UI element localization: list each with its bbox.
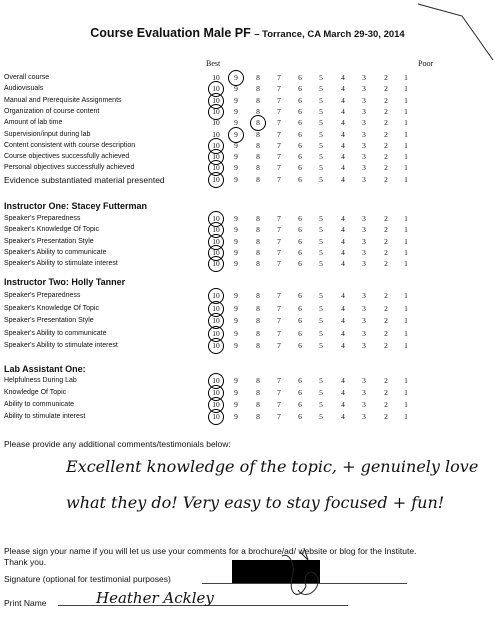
rating-row-label: Overall course	[4, 74, 50, 81]
rating-option[interactable]: 10	[212, 247, 220, 257]
rating-option[interactable]: 3	[362, 247, 366, 257]
rating-option[interactable]: 6	[298, 291, 302, 300]
rating-option[interactable]: 5	[319, 376, 323, 385]
rating-option[interactable]: 9	[234, 152, 238, 162]
rating-option[interactable]: 4	[341, 388, 345, 397]
rating-option[interactable]: 7	[277, 140, 281, 150]
rating-option[interactable]: 8	[256, 341, 260, 351]
rating-option[interactable]: 9	[234, 95, 238, 105]
rating-row-label: Helpfulness During Lab	[4, 377, 77, 384]
comment-handwriting-line1: Excellent knowledge of the topic, + genuinely love	[66, 457, 479, 476]
rating-option[interactable]: 3	[362, 163, 366, 173]
rating-option[interactable]: 4	[341, 152, 345, 162]
print-name-label: Print Name	[4, 598, 47, 608]
rating-option[interactable]: 10	[212, 303, 220, 313]
rating-option[interactable]: 9	[234, 163, 238, 173]
rating-option[interactable]: 1	[404, 95, 408, 105]
rating-option[interactable]: 4	[341, 174, 345, 184]
rating-option[interactable]: 8	[256, 259, 260, 269]
rating-option[interactable]: 5	[319, 291, 323, 300]
rating-row-label: Speaker's Ability to stimulate interest	[4, 260, 118, 268]
rating-option[interactable]: 1	[404, 163, 408, 173]
rating-option[interactable]: 6	[298, 400, 302, 409]
rating-row-label: Speaker's Knowledge Of Topic	[4, 226, 99, 234]
rating-option[interactable]: 1	[404, 225, 408, 235]
rating-option[interactable]: 8	[256, 106, 260, 116]
rating-option[interactable]: 1	[404, 106, 408, 116]
rating-option[interactable]: 7	[277, 118, 281, 128]
rating-option[interactable]: 9	[234, 84, 238, 94]
rating-option[interactable]: 6	[298, 303, 302, 313]
rating-option[interactable]: 2	[384, 328, 388, 338]
rating-option[interactable]: 10	[212, 140, 220, 150]
rating-row-label: Speaker's Preparedness	[4, 292, 81, 299]
rating-option[interactable]: 10	[212, 84, 220, 94]
rating-option[interactable]: 5	[319, 412, 323, 421]
rating-option[interactable]: 7	[277, 129, 281, 139]
rating-option[interactable]: 6	[298, 412, 302, 421]
rating-option[interactable]: 3	[362, 303, 366, 313]
rating-option[interactable]: 9	[234, 118, 238, 128]
rating-option[interactable]: 9	[234, 225, 238, 235]
rating-option[interactable]: 5	[319, 163, 323, 173]
rating-option[interactable]: 7	[277, 291, 281, 300]
rating-option[interactable]: 9	[234, 214, 238, 223]
rating-option[interactable]: 3	[362, 73, 366, 82]
rating-option[interactable]: 5	[319, 95, 323, 105]
rating-option[interactable]: 2	[384, 84, 388, 94]
scale-poor-label: Poor	[418, 59, 434, 68]
rating-option[interactable]: 3	[362, 291, 366, 300]
rating-row-label: Knowledge Of Topic	[4, 389, 67, 396]
rating-option[interactable]: 4	[341, 328, 345, 338]
rating-option[interactable]: 9	[234, 140, 238, 150]
rating-option[interactable]: 9	[234, 106, 238, 116]
rating-option[interactable]: 4	[341, 163, 345, 173]
rating-row-label: Amount of lab time	[4, 119, 63, 127]
rating-option[interactable]: 7	[277, 236, 281, 246]
rating-option[interactable]: 4	[341, 303, 345, 313]
rating-option[interactable]: 3	[362, 259, 366, 269]
rating-row-label: Speaker's Presentation Style	[4, 317, 94, 325]
rating-option[interactable]: 6	[298, 152, 302, 162]
rating-option[interactable]: 1	[404, 376, 408, 385]
rating-option[interactable]: 1	[404, 236, 408, 246]
rating-row-label: Ability to stimulate interest	[4, 413, 86, 420]
rating-option[interactable]: 10	[212, 129, 220, 139]
rating-option[interactable]: 5	[319, 152, 323, 162]
rating-option[interactable]: 9	[234, 328, 238, 338]
rating-option[interactable]: 9	[234, 247, 238, 257]
rating-option[interactable]: 5	[319, 236, 323, 246]
rating-option[interactable]: 1	[404, 259, 408, 269]
rating-option[interactable]: 1	[404, 214, 408, 223]
rating-row-label: Ability to communicate	[4, 401, 75, 408]
scale-best-label: Best	[206, 59, 221, 68]
rating-option[interactable]: 1	[404, 73, 408, 82]
rating-option[interactable]: 2	[384, 73, 388, 82]
rating-option[interactable]: 9	[234, 376, 238, 385]
rating-option[interactable]: 9	[234, 129, 238, 139]
rating-option[interactable]: 5	[319, 388, 323, 397]
rating-option[interactable]: 5	[319, 140, 323, 150]
rating-option[interactable]: 9	[234, 341, 238, 351]
rating-option[interactable]: 10	[212, 412, 220, 421]
rating-option[interactable]: 2	[384, 388, 388, 397]
rating-option[interactable]: 5	[319, 214, 323, 223]
rating-option[interactable]: 8	[256, 376, 260, 385]
rating-option[interactable]: 10	[212, 152, 220, 162]
rating-option[interactable]: 10	[212, 163, 220, 173]
rating-option[interactable]: 7	[277, 400, 281, 409]
rating-option[interactable]: 7	[277, 73, 281, 82]
rating-option[interactable]: 7	[277, 376, 281, 385]
rating-option[interactable]: 4	[341, 291, 345, 300]
rating-option[interactable]: 1	[404, 174, 408, 184]
rating-row-label: Speaker's Ability to communicate	[4, 248, 107, 256]
rating-option[interactable]: 1	[404, 140, 408, 150]
rating-row-label: Personal objectives successfully achieved	[4, 164, 135, 172]
rating-option[interactable]: 8	[256, 118, 260, 128]
rating-option[interactable]: 5	[319, 106, 323, 116]
rating-option[interactable]: 9	[234, 291, 238, 300]
rating-option[interactable]: 1	[404, 84, 408, 94]
rating-option[interactable]: 2	[384, 174, 388, 184]
rating-option[interactable]: 4	[341, 236, 345, 246]
rating-option[interactable]: 4	[341, 376, 345, 385]
rating-option[interactable]: 6	[298, 328, 302, 338]
rating-option[interactable]: 7	[277, 316, 281, 326]
rating-option[interactable]: 8	[256, 225, 260, 235]
rating-option[interactable]: 1	[404, 388, 408, 397]
title-main: Course Evaluation Male PF	[90, 26, 251, 40]
rating-row-label: Speaker's Knowledge Of Topic	[4, 304, 99, 312]
rating-option[interactable]: 4	[341, 106, 345, 116]
rating-option[interactable]: 1	[404, 118, 408, 128]
rating-option[interactable]: 3	[362, 316, 366, 326]
rating-option[interactable]: 1	[404, 303, 408, 313]
rating-option[interactable]: 9	[234, 400, 238, 409]
rating-option[interactable]: 6	[298, 214, 302, 223]
consent-line2: Thank you.	[4, 557, 47, 567]
rating-option[interactable]: 5	[319, 400, 323, 409]
rating-option[interactable]: 6	[298, 118, 302, 128]
rating-row-label: Organization of course content	[4, 107, 100, 115]
rating-option[interactable]: 6	[298, 174, 302, 184]
rating-option[interactable]: 2	[384, 412, 388, 421]
rating-option[interactable]: 8	[256, 328, 260, 338]
rating-option[interactable]: 8	[256, 140, 260, 150]
comment-handwriting-line2: what they do! Very easy to stay focused + fun!	[66, 493, 445, 512]
rating-option[interactable]: 5	[319, 341, 323, 351]
rating-option[interactable]: 10	[212, 316, 220, 326]
rating-option[interactable]: 8	[256, 214, 260, 223]
rating-option[interactable]: 4	[341, 412, 345, 421]
rating-row-label: Audiovisuals	[4, 85, 44, 93]
rating-option[interactable]: 8	[256, 163, 260, 173]
rating-option[interactable]: 7	[277, 84, 281, 94]
rating-option[interactable]: 4	[341, 73, 345, 82]
rating-option[interactable]: 6	[298, 388, 302, 397]
rating-option[interactable]: 5	[319, 84, 323, 94]
rating-option[interactable]: 4	[341, 259, 345, 269]
rating-option[interactable]: 8	[256, 291, 260, 300]
rating-option[interactable]: 5	[319, 328, 323, 338]
rating-option[interactable]: 8	[256, 95, 260, 105]
rating-option[interactable]: 7	[277, 106, 281, 116]
rating-option[interactable]: 1	[404, 152, 408, 162]
rating-option[interactable]: 10	[212, 95, 220, 105]
rating-option[interactable]: 6	[298, 225, 302, 235]
rating-option[interactable]: 4	[341, 129, 345, 139]
rating-option[interactable]: 9	[234, 236, 238, 246]
rating-option[interactable]: 2	[384, 140, 388, 150]
rating-option[interactable]: 7	[277, 259, 281, 269]
rating-option[interactable]: 2	[384, 400, 388, 409]
rating-option[interactable]: 1	[404, 291, 408, 300]
rating-row-label: Evidence substantiated material presented	[4, 174, 165, 185]
rating-option[interactable]: 3	[362, 341, 366, 351]
rating-option[interactable]: 6	[298, 376, 302, 385]
comments-prompt: Please provide any additional comments/testimonials below:	[4, 439, 231, 449]
rating-option[interactable]: 7	[277, 95, 281, 105]
instructor-two-heading: Instructor Two: Holly Tanner	[4, 277, 126, 287]
rating-option[interactable]: 5	[319, 118, 323, 128]
rating-option[interactable]: 2	[384, 163, 388, 173]
rating-row-label: Speaker's Presentation Style	[4, 237, 94, 245]
rating-option[interactable]: 8	[256, 400, 260, 409]
rating-option[interactable]: 7	[277, 247, 281, 257]
rating-option[interactable]: 2	[384, 214, 388, 223]
rating-option[interactable]: 3	[362, 152, 366, 162]
rating-option[interactable]: 6	[298, 259, 302, 269]
rating-row-label: Supervision/input during lab	[4, 130, 91, 138]
lab-assistant-heading: Lab Assistant One:	[4, 364, 86, 374]
rating-row-label: Speaker's Ability to communicate	[4, 329, 107, 337]
rating-option[interactable]: 7	[277, 388, 281, 397]
rating-option[interactable]: 4	[341, 95, 345, 105]
rating-option[interactable]: 10	[212, 118, 220, 128]
rating-option[interactable]: 3	[362, 214, 366, 223]
rating-option[interactable]: 2	[384, 118, 388, 128]
rating-option[interactable]: 10	[212, 328, 220, 338]
rating-option[interactable]: 3	[362, 129, 366, 139]
rating-option[interactable]: 8	[256, 316, 260, 326]
rating-option[interactable]: 6	[298, 163, 302, 173]
rating-option[interactable]: 10	[212, 214, 220, 223]
rating-option[interactable]: 8	[256, 174, 260, 184]
rating-option[interactable]: 2	[384, 376, 388, 385]
rating-option[interactable]: 3	[362, 225, 366, 235]
rating-option[interactable]: 3	[362, 236, 366, 246]
rating-option[interactable]: 4	[341, 341, 345, 351]
rating-option[interactable]: 1	[404, 341, 408, 351]
title-sub: – Torrance, CA March 29-30, 2014	[254, 29, 405, 40]
rating-option[interactable]: 5	[319, 73, 323, 82]
rating-option[interactable]: 2	[384, 291, 388, 300]
rating-option[interactable]: 2	[384, 106, 388, 116]
rating-option[interactable]: 3	[362, 174, 366, 184]
rating-option[interactable]: 8	[256, 84, 260, 94]
rating-option[interactable]: 7	[277, 225, 281, 235]
rating-option[interactable]: 7	[277, 214, 281, 223]
rating-option[interactable]: 7	[277, 152, 281, 162]
rating-option[interactable]: 7	[277, 163, 281, 173]
rating-option[interactable]: 7	[277, 174, 281, 184]
rating-option[interactable]: 3	[362, 328, 366, 338]
rating-option[interactable]: 7	[277, 341, 281, 351]
rating-option[interactable]: 7	[277, 412, 281, 421]
rating-option[interactable]: 1	[404, 129, 408, 139]
rating-option[interactable]: 2	[384, 341, 388, 351]
rating-option[interactable]: 3	[362, 84, 366, 94]
rating-option[interactable]: 7	[277, 328, 281, 338]
rating-option[interactable]: 2	[384, 303, 388, 313]
rating-option[interactable]: 3	[362, 388, 366, 397]
rating-option[interactable]: 8	[256, 129, 260, 139]
rating-option[interactable]: 2	[384, 259, 388, 269]
rating-option[interactable]: 9	[234, 303, 238, 313]
rating-option[interactable]: 3	[362, 376, 366, 385]
rating-option[interactable]: 10	[212, 291, 220, 300]
rating-option[interactable]: 1	[404, 412, 408, 421]
rating-option[interactable]: 6	[298, 316, 302, 326]
rating-option[interactable]: 9	[234, 259, 238, 269]
rating-option[interactable]: 3	[362, 140, 366, 150]
rating-option[interactable]: 6	[298, 106, 302, 116]
rating-option[interactable]: 8	[256, 247, 260, 257]
rating-option[interactable]: 1	[404, 316, 408, 326]
rating-option[interactable]: 9	[234, 73, 238, 82]
rating-option[interactable]: 6	[298, 95, 302, 105]
rating-option[interactable]: 4	[341, 84, 345, 94]
rating-option[interactable]: 4	[341, 225, 345, 235]
rating-option[interactable]: 10	[212, 376, 220, 385]
rating-row-label: Course objectives successfully achieved	[4, 153, 130, 161]
rating-option[interactable]: 5	[319, 174, 323, 184]
rating-option[interactable]: 10	[212, 400, 220, 409]
rating-option[interactable]: 6	[298, 140, 302, 150]
rating-row-label: Content consistent with course description	[4, 141, 136, 149]
rating-option[interactable]: 5	[319, 225, 323, 235]
rating-option[interactable]: 3	[362, 412, 366, 421]
rating-option[interactable]: 6	[298, 129, 302, 139]
rating-option[interactable]: 3	[362, 118, 366, 128]
rating-option[interactable]: 5	[319, 316, 323, 326]
signature-label: Signature (optional for testimonial purposes)	[4, 574, 171, 584]
rating-option[interactable]: 3	[362, 400, 366, 409]
rating-option[interactable]: 4	[341, 214, 345, 223]
rating-option[interactable]: 9	[234, 174, 238, 184]
rating-option[interactable]: 8	[256, 73, 260, 82]
rating-option[interactable]: 2	[384, 95, 388, 105]
rating-option[interactable]: 4	[341, 400, 345, 409]
rating-option[interactable]: 5	[319, 303, 323, 313]
rating-option[interactable]: 4	[341, 316, 345, 326]
rating-option[interactable]: 10	[212, 259, 220, 269]
instructor-one-heading: Instructor One: Stacey Futterman	[4, 201, 148, 211]
rating-option[interactable]: 4	[341, 118, 345, 128]
rating-option[interactable]: 8	[256, 303, 260, 313]
rating-option[interactable]: 6	[298, 341, 302, 351]
rating-option[interactable]: 8	[256, 388, 260, 397]
rating-option[interactable]: 6	[298, 84, 302, 94]
rating-option[interactable]: 9	[234, 316, 238, 326]
rating-option[interactable]: 3	[362, 95, 366, 105]
rating-option[interactable]: 10	[212, 341, 220, 351]
rating-option[interactable]: 4	[341, 140, 345, 150]
rating-option[interactable]: 10	[212, 225, 220, 235]
rating-option[interactable]: 2	[384, 247, 388, 257]
rating-option[interactable]: 5	[319, 247, 323, 257]
rating-option[interactable]: 4	[341, 247, 345, 257]
rating-option[interactable]: 6	[298, 247, 302, 257]
rating-option[interactable]: 3	[362, 106, 366, 116]
rating-option[interactable]: 8	[256, 152, 260, 162]
consent-line1: Please sign your name if you will let us use your comments for a brochure/ad/ website or blog for the Institute.	[4, 546, 417, 556]
rating-option[interactable]: 6	[298, 236, 302, 246]
rating-option[interactable]: 2	[384, 129, 388, 139]
rating-option[interactable]: 9	[234, 412, 238, 421]
rating-option[interactable]: 1	[404, 328, 408, 338]
rating-option[interactable]: 10	[212, 174, 220, 184]
rating-option[interactable]: 9	[234, 388, 238, 397]
rating-option[interactable]: 10	[212, 236, 220, 246]
rating-option[interactable]: 5	[319, 129, 323, 139]
rating-option[interactable]: 8	[256, 412, 260, 421]
rating-option[interactable]: 2	[384, 316, 388, 326]
rating-option[interactable]: 10	[212, 73, 220, 82]
rating-option[interactable]: 1	[404, 247, 408, 257]
print-name-handwriting: Heather Ackley	[96, 589, 214, 607]
rating-option[interactable]: 7	[277, 303, 281, 313]
rating-option[interactable]: 8	[256, 236, 260, 246]
rating-option[interactable]: 2	[384, 225, 388, 235]
rating-row-label: Manual and Prerequisite Assignments	[4, 96, 122, 104]
rating-option[interactable]: 1	[404, 400, 408, 409]
rating-option[interactable]: 5	[319, 259, 323, 269]
rating-option[interactable]: 10	[212, 388, 220, 397]
rating-option[interactable]: 10	[212, 106, 220, 116]
rating-option[interactable]: 2	[384, 236, 388, 246]
rating-option[interactable]: 6	[298, 73, 302, 82]
rating-row-label: Speaker's Ability to stimulate interest	[4, 342, 118, 350]
rating-row-label: Speaker's Preparedness	[4, 215, 81, 222]
rating-option[interactable]: 2	[384, 152, 388, 162]
